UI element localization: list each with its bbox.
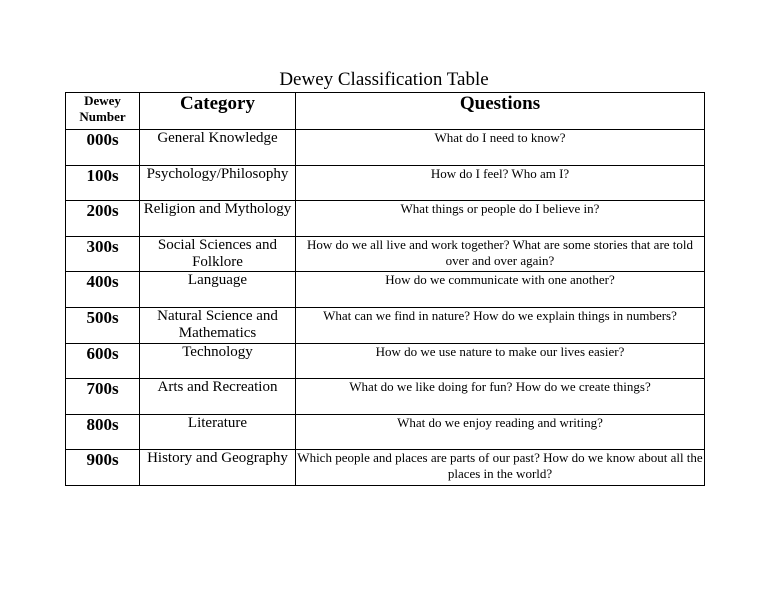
category-cell: History and Geography bbox=[140, 450, 296, 486]
category-cell: Natural Science and Mathematics bbox=[140, 307, 296, 343]
header-questions: Questions bbox=[296, 93, 705, 130]
header-category: Category bbox=[140, 93, 296, 130]
question-cell: What can we find in nature? How do we explain things in numbers? bbox=[296, 307, 705, 343]
question-cell: How do we communicate with one another? bbox=[296, 272, 705, 308]
dewey-number-cell: 700s bbox=[66, 379, 140, 415]
dewey-number-cell: 000s bbox=[66, 130, 140, 166]
header-dewey-number: Dewey Number bbox=[66, 93, 140, 130]
table-row bbox=[66, 236, 705, 272]
dewey-number-cell: 800s bbox=[66, 414, 140, 450]
dewey-number-cell: 100s bbox=[66, 165, 140, 201]
question-cell: What do we enjoy reading and writing? bbox=[296, 414, 705, 450]
question-cell: How do we all live and work together? What are some stories that are told over and over again? bbox=[296, 236, 705, 272]
category-cell: Literature bbox=[140, 414, 296, 450]
table-header-row bbox=[66, 93, 705, 130]
table-row bbox=[66, 201, 705, 237]
question-cell: How do we use nature to make our lives easier? bbox=[296, 343, 705, 379]
dewey-number-cell: 400s bbox=[66, 272, 140, 308]
dewey-number-cell: 300s bbox=[66, 236, 140, 272]
table-row bbox=[66, 130, 705, 166]
question-cell: What things or people do I believe in? bbox=[296, 201, 705, 237]
category-cell: Social Sciences and Folklore bbox=[140, 236, 296, 272]
category-cell: Technology bbox=[140, 343, 296, 379]
table-row bbox=[66, 307, 705, 343]
table-row bbox=[66, 414, 705, 450]
dewey-number-cell: 900s bbox=[66, 450, 140, 486]
table-row bbox=[66, 450, 705, 486]
category-cell: Psychology/Philosophy bbox=[140, 165, 296, 201]
question-cell: What do we like doing for fun? How do we create things? bbox=[296, 379, 705, 415]
dewey-table bbox=[65, 92, 705, 486]
question-cell: Which people and places are parts of our past? How do we know about all the places in the world? bbox=[296, 450, 705, 486]
category-cell: Religion and Mythology bbox=[140, 201, 296, 237]
table-row bbox=[66, 343, 705, 379]
table-row bbox=[66, 165, 705, 201]
page-title: Dewey Classification Table bbox=[279, 69, 489, 90]
dewey-number-cell: 200s bbox=[66, 201, 140, 237]
category-cell: Arts and Recreation bbox=[140, 379, 296, 415]
category-cell: General Knowledge bbox=[140, 130, 296, 166]
category-cell: Language bbox=[140, 272, 296, 308]
dewey-number-cell: 500s bbox=[66, 307, 140, 343]
dewey-number-cell: 600s bbox=[66, 343, 140, 379]
table-row bbox=[66, 272, 705, 308]
table-row bbox=[66, 379, 705, 415]
question-cell: What do I need to know? bbox=[296, 130, 705, 166]
question-cell: How do I feel? Who am I? bbox=[296, 165, 705, 201]
